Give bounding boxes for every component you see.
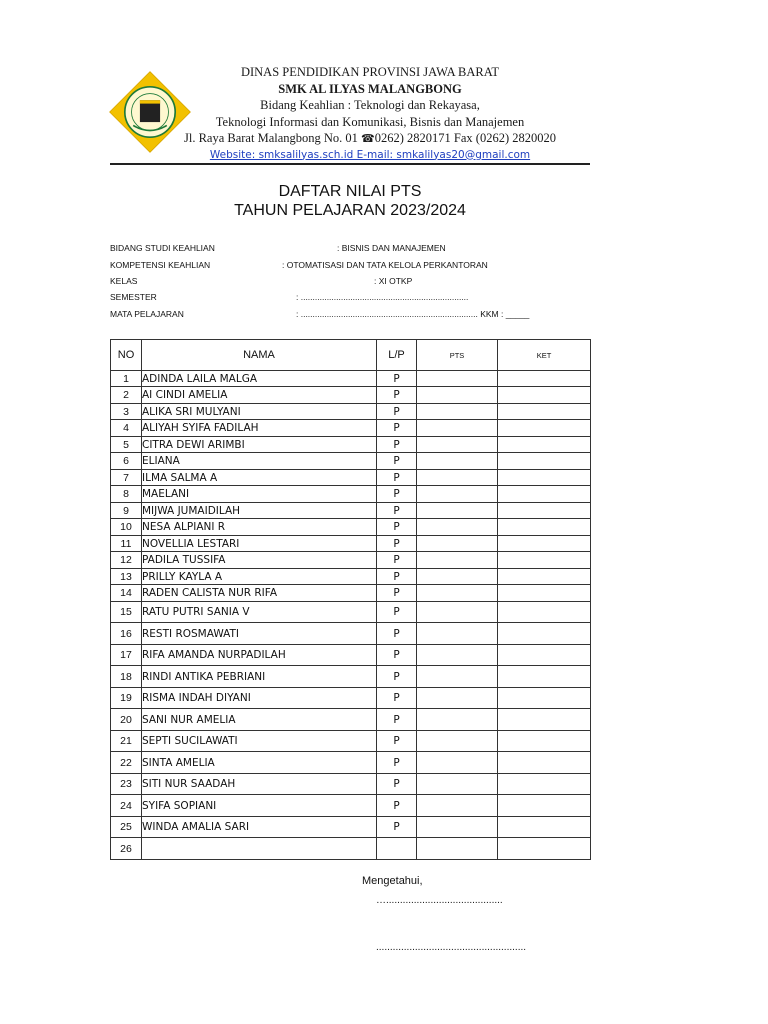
cell-no: 2 (111, 387, 142, 404)
table-row (111, 795, 591, 817)
table-row (111, 774, 591, 795)
cell-nama: NOVELLIA LESTARI (142, 536, 377, 552)
cell-ket (498, 585, 591, 602)
table-row (111, 453, 591, 470)
cell-pts (417, 709, 498, 731)
cell-ket (498, 519, 591, 536)
cell-no: 18 (111, 666, 142, 688)
phone-icon: ☎ (361, 133, 375, 145)
document-title (110, 182, 590, 220)
table-row (111, 602, 591, 623)
cell-lp: P (377, 470, 417, 486)
school-name: SMK AL ILYAS MALANGBONG (278, 81, 462, 96)
cell-pts (417, 645, 498, 666)
cell-no: 4 (111, 420, 142, 437)
cell-nama: ALIKA SRI MULYANI (142, 404, 377, 420)
cell-nama: PRILLY KAYLA A (142, 569, 377, 585)
table-row (111, 503, 591, 519)
cell-nama: WINDA AMALIA SARI (142, 817, 377, 838)
cell-ket (498, 774, 591, 795)
cell-pts (417, 519, 498, 536)
cell-pts (417, 437, 498, 453)
cell-no: 17 (111, 645, 142, 666)
table-row (111, 688, 591, 709)
cell-lp: P (377, 371, 417, 387)
cell-pts (417, 838, 498, 860)
header-pts: PTS (417, 340, 498, 371)
cell-pts (417, 602, 498, 623)
cell-lp: P (377, 569, 417, 585)
agency-name: DINAS PENDIDIKAN PROVINSI JAWA BARAT (240, 65, 500, 79)
cell-lp: P (377, 536, 417, 552)
cell-no: 11 (111, 536, 142, 552)
title-line-1: DAFTAR NILAI PTS (278, 183, 422, 200)
table-row (111, 666, 591, 688)
cell-ket (498, 602, 591, 623)
header-ket: KET (498, 340, 591, 371)
cell-ket (498, 371, 591, 387)
cell-lp: P (377, 795, 417, 817)
phone-fax-text: 0262) 2820171 Fax (0262) 2820020 (374, 131, 556, 145)
cell-lp: P (377, 437, 417, 453)
cell-lp (377, 838, 417, 860)
cell-nama: RESTI ROSMAWATI (142, 623, 377, 645)
cell-pts (417, 420, 498, 437)
field-of-expertise-2: Teknologi Informasi dan Komunikasi, Bisnis dan Manajemen (215, 114, 525, 129)
cell-lp: P (377, 602, 417, 623)
cell-nama: ILMA SALMA A (142, 470, 377, 486)
cell-pts (417, 536, 498, 552)
cell-ket (498, 666, 591, 688)
meta-value: : ....................................................................... (296, 292, 469, 302)
signature-line-2: ...................................................... (376, 942, 527, 953)
cell-no: 9 (111, 503, 142, 519)
cell-no: 23 (111, 774, 142, 795)
cell-nama: RISMA INDAH DIYANI (142, 688, 377, 709)
cell-nama: RADEN CALISTA NUR RIFA (142, 585, 377, 602)
title-line-2: TAHUN PELAJARAN 2023/2024 (234, 202, 466, 219)
cell-lp: P (377, 774, 417, 795)
cell-nama: SEPTI SUCILAWATI (142, 731, 377, 752)
cell-ket (498, 817, 591, 838)
address-line (170, 130, 570, 148)
table-row (111, 645, 591, 666)
meta-label: MATA PELAJARAN (110, 309, 184, 319)
cell-pts (417, 752, 498, 774)
cell-nama: CITRA DEWI ARIMBI (142, 437, 377, 453)
cell-ket (498, 387, 591, 404)
cell-lp: P (377, 552, 417, 569)
field-of-expertise: Bidang Keahlian : Teknologi dan Rekayasa, (260, 98, 480, 112)
table-row (111, 623, 591, 645)
cell-lp: P (377, 666, 417, 688)
cell-ket (498, 623, 591, 645)
cell-no: 19 (111, 688, 142, 709)
cell-nama: MIJWA JUMAIDILAH (142, 503, 377, 519)
cell-ket (498, 731, 591, 752)
cell-ket (498, 536, 591, 552)
cell-pts (417, 404, 498, 420)
cell-ket (498, 437, 591, 453)
table-row (111, 437, 591, 453)
cell-no: 24 (111, 795, 142, 817)
cell-no: 1 (111, 371, 142, 387)
signature-line-1: ….......................................... (376, 895, 503, 906)
header-divider (110, 163, 590, 165)
cell-nama: SINTA AMELIA (142, 752, 377, 774)
cell-lp: P (377, 486, 417, 503)
meta-value: : OTOMATISASI DAN TATA KELOLA PERKANTORAN (282, 260, 488, 270)
cell-nama (142, 838, 377, 860)
meta-label: KOMPETENSI KEAHLIAN (110, 260, 211, 270)
cell-nama: RATU PUTRI SANIA V (142, 602, 377, 623)
meta-value: : XI OTKP (374, 276, 413, 286)
cell-no: 14 (111, 585, 142, 602)
cell-no: 26 (111, 838, 142, 860)
cell-no: 10 (111, 519, 142, 536)
cell-lp: P (377, 645, 417, 666)
meta-value: : BISNIS DAN MANAJEMEN (337, 243, 446, 253)
cell-pts (417, 623, 498, 645)
cell-lp: P (377, 503, 417, 519)
table-row (111, 552, 591, 569)
cell-ket (498, 470, 591, 486)
cell-ket (498, 503, 591, 519)
cell-nama: ALIYAH SYIFA FADILAH (142, 420, 377, 437)
table-row (111, 536, 591, 552)
cell-no: 22 (111, 752, 142, 774)
cell-lp: P (377, 453, 417, 470)
cell-no: 3 (111, 404, 142, 420)
meta-value: : ........................................................................... KKM : _____ (296, 309, 530, 319)
cell-lp: P (377, 709, 417, 731)
header-nama: NAMA (142, 340, 377, 371)
table-row (111, 470, 591, 486)
cell-pts (417, 503, 498, 519)
cell-nama: MAELANI (142, 486, 377, 503)
cell-ket (498, 795, 591, 817)
cell-lp: P (377, 731, 417, 752)
table-row (111, 709, 591, 731)
cell-pts (417, 795, 498, 817)
cell-no: 8 (111, 486, 142, 503)
cell-nama: SANI NUR AMELIA (142, 709, 377, 731)
cell-pts (417, 569, 498, 585)
cell-lp: P (377, 585, 417, 602)
table-row (111, 387, 591, 404)
table-row (111, 838, 591, 860)
header-lp: L/P (377, 340, 417, 371)
cell-lp: P (377, 404, 417, 420)
cell-no: 16 (111, 623, 142, 645)
cell-nama: ADINDA LAILA MALGA (142, 371, 377, 387)
cell-lp: P (377, 519, 417, 536)
cell-lp: P (377, 420, 417, 437)
table-row (111, 519, 591, 536)
meta-label: SEMESTER (110, 292, 157, 302)
cell-no: 25 (111, 817, 142, 838)
meta-label: KELAS (110, 276, 138, 286)
cell-pts (417, 486, 498, 503)
cell-lp: P (377, 387, 417, 404)
cell-nama: ELIANA (142, 453, 377, 470)
cell-pts (417, 585, 498, 602)
cell-ket (498, 486, 591, 503)
table-row (111, 486, 591, 503)
cell-nama: RINDI ANTIKA PEBRIANI (142, 666, 377, 688)
cell-nama: RIFA AMANDA NURPADILAH (142, 645, 377, 666)
table-row (111, 731, 591, 752)
cell-nama: SYIFA SOPIANI (142, 795, 377, 817)
cell-no: 7 (111, 470, 142, 486)
grades-table (110, 339, 591, 860)
meta-label: BIDANG STUDI KEAHLIAN (110, 243, 215, 253)
table-row (111, 569, 591, 585)
table-row (111, 817, 591, 838)
cell-ket (498, 688, 591, 709)
cell-pts (417, 387, 498, 404)
cell-lp: P (377, 623, 417, 645)
cell-pts (417, 688, 498, 709)
cell-ket (498, 453, 591, 470)
cell-pts (417, 470, 498, 486)
cell-ket (498, 552, 591, 569)
cell-ket (498, 709, 591, 731)
table-row (111, 420, 591, 437)
cell-nama: PADILA TUSSIFA (142, 552, 377, 569)
cell-pts (417, 731, 498, 752)
table-row (111, 585, 591, 602)
cell-pts (417, 774, 498, 795)
cell-ket (498, 645, 591, 666)
website-email-link[interactable]: Website: smksalilyas.sch.id E-mail: smkalilyas20@gmail.com (209, 148, 531, 161)
table-header-row (111, 340, 591, 371)
cell-no: 15 (111, 602, 142, 623)
cell-lp: P (377, 817, 417, 838)
cell-pts (417, 552, 498, 569)
cell-no: 5 (111, 437, 142, 453)
cell-pts (417, 371, 498, 387)
cell-lp: P (377, 688, 417, 709)
cell-nama: NESA ALPIANI R (142, 519, 377, 536)
cell-no: 21 (111, 731, 142, 752)
cell-nama: SITI NUR SAADAH (142, 774, 377, 795)
cell-no: 12 (111, 552, 142, 569)
table-row (111, 404, 591, 420)
letterhead (170, 64, 570, 163)
cell-no: 13 (111, 569, 142, 585)
cell-ket (498, 404, 591, 420)
address-text: Jl. Raya Barat Malangbong No. 01 (183, 131, 358, 145)
cell-ket (498, 569, 591, 585)
cell-pts (417, 817, 498, 838)
header-no: NO (111, 340, 142, 371)
cell-no: 6 (111, 453, 142, 470)
cell-ket (498, 420, 591, 437)
cell-pts (417, 666, 498, 688)
cell-lp: P (377, 752, 417, 774)
table-row (111, 752, 591, 774)
table-row (111, 371, 591, 387)
signature-label: Mengetahui, (362, 875, 423, 887)
cell-nama: AI CINDI AMELIA (142, 387, 377, 404)
cell-ket (498, 838, 591, 860)
cell-no: 20 (111, 709, 142, 731)
cell-ket (498, 752, 591, 774)
cell-pts (417, 453, 498, 470)
